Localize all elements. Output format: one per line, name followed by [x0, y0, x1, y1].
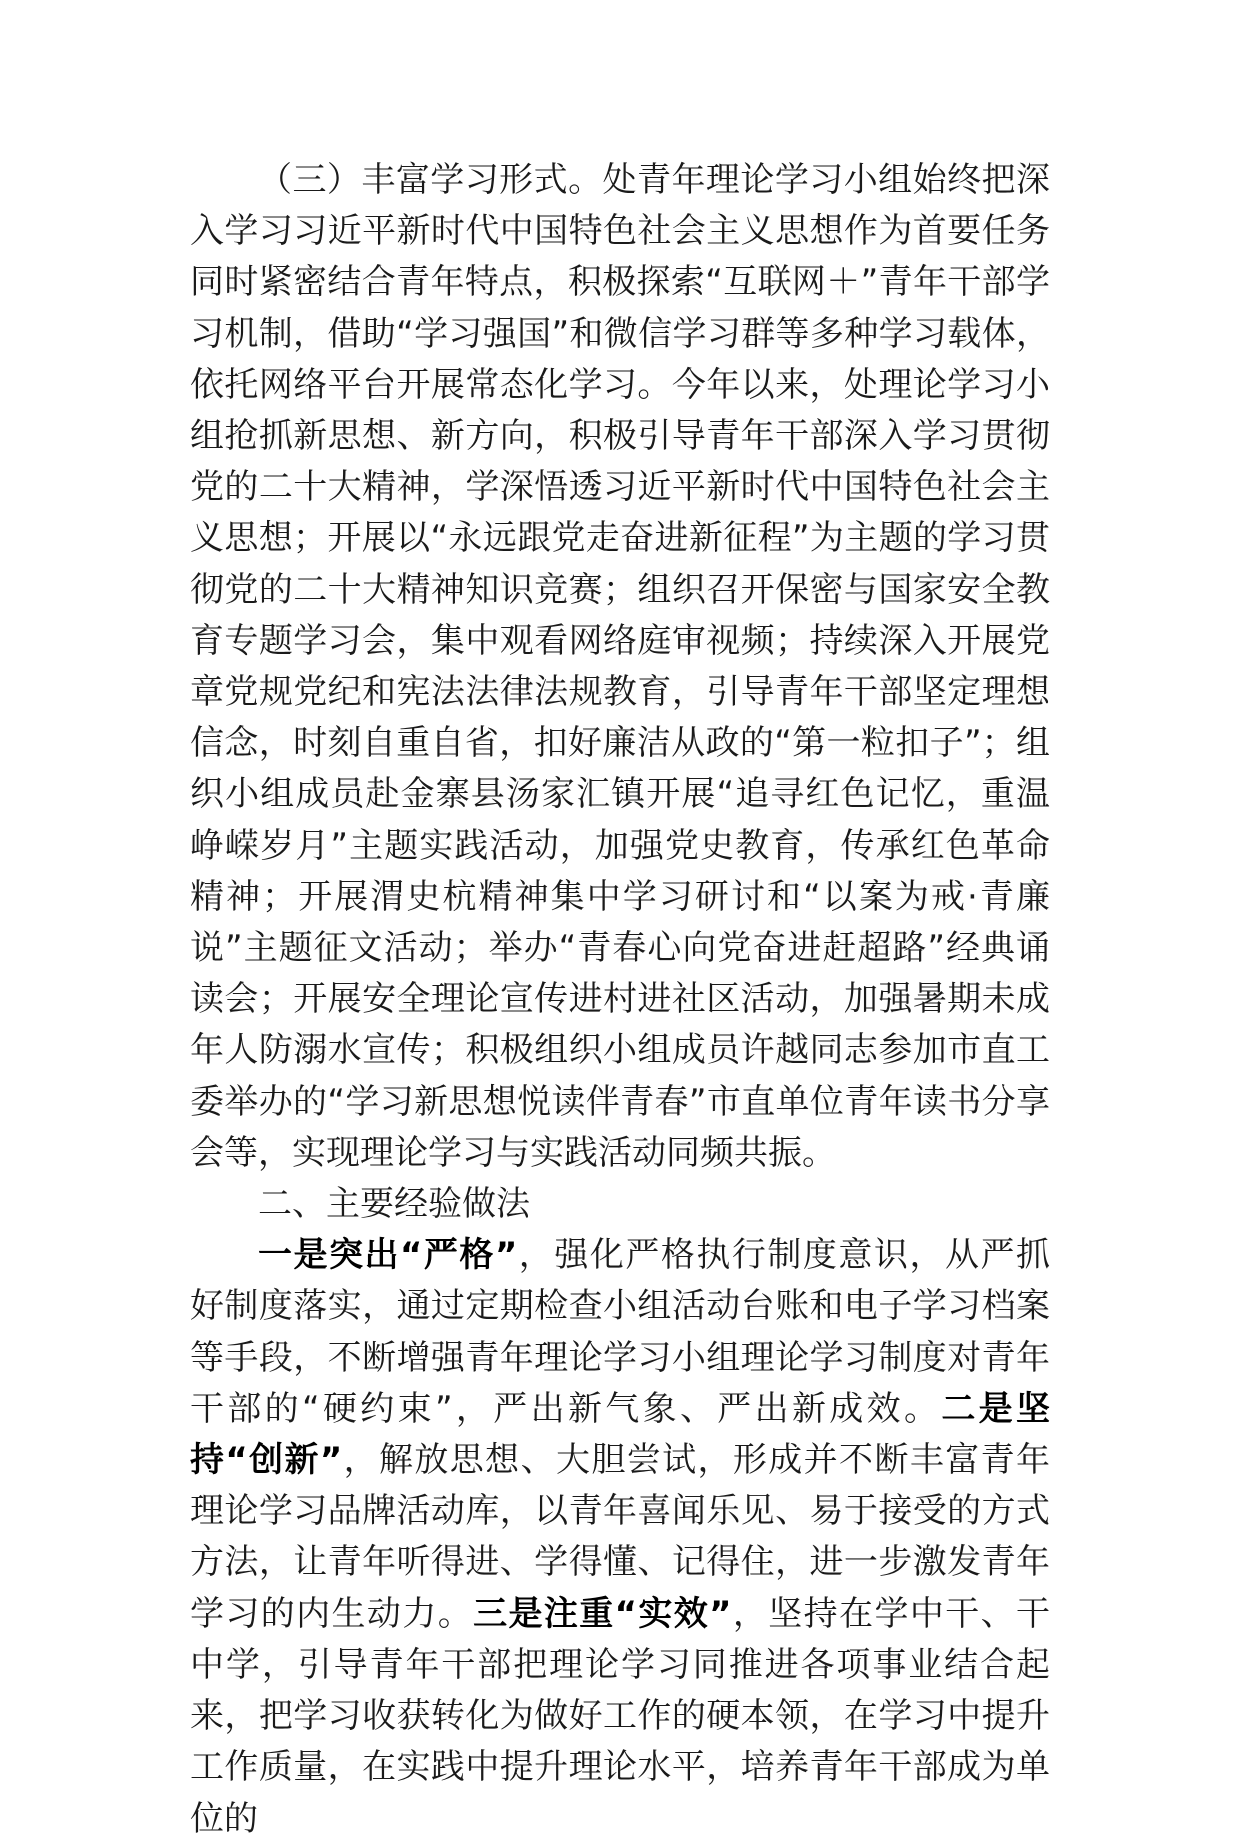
point-3-title: 三是注重“实效” [473, 1593, 732, 1634]
point-2-text: ，解放思想、大胆尝试，形成并不断丰富青年理论学习品牌活动库，以青年喜闻乐见、易于接受的方式方法，让青年听得进、学得懂、记得住，进一步激发青年学习的内生动力。 [190, 1440, 1050, 1634]
point-2-title: 二是坚持“创新” [190, 1388, 1051, 1481]
point-1-title: 一是突出“严格” [258, 1235, 518, 1276]
document-body [190, 155, 1050, 1845]
section-heading-main-experience: 二、主要经验做法 [258, 1184, 530, 1225]
paragraph-main-experience [190, 1230, 1050, 1844]
point-1-text: ，强化严格执行制度意识，从严抓好制度落实，通过定期检查小组活动台账和电子学习档案等手段，不断增强青年理论学习小组理论学习制度对青年干部的“硬约束”，严出新气象、严出新成效。 [190, 1235, 1050, 1429]
paragraph-rich-learning-forms: （三）丰富学习形式。处青年理论学习小组始终把深入学习习近平新时代中国特色社会主义思想作为首要任务同时紧密结合青年特点，积极探索“互联网＋”青年干部学习机制，借助“学习强国”和微信学习群等多种学习载体，依托网络平台开展常态化学习。今年以来，处理论学习小组抢抓新思想、新方向，积极引导青年干部深入学习贯彻党的二十大精神，学深悟透习近平新时代中国特色社会主义思想；开展以“永远跟党走奋进新征程”为主题的学习贯彻党的二十大精神知识竞赛；组织召开保密与国家安全教育专题学习会，集中观看网络庭审视频；持续深入开展党章党规党纪和宪法法律法规教育，引导青年干部坚定理想信念，时刻自重自省，扣好廉洁从政的“第一粒扣子”；组织小组成员赴金寨县汤家汇镇开展“追寻红色记忆，重温峥嵘岁月”主题实践活动，加强党史教育，传承红色革命精神；开展渭史杭精神集中学习研讨和“以案为戒·青廉说”主题征文活动；举办“青春心向党奋进赶超路”经典诵读会；开展安全理论宣传进村进社区活动，加强暑期未成年人防溺水宣传；积极组织小组成员许越同志参加市直工委举办的“学习新思想悦读伴青春”市直单位青年读书分享会等，实现理论学习与实践活动同频共振。 [190, 160, 1050, 1173]
point-3-text: ，坚持在学中干、干中学，引导青年干部把理论学习同推进各项事业结合起来，把学习收获转化为做好工作的硬本领，在学习中提升工作质量，在实践中提升理论水平，培养青年干部成为单位的 [190, 1593, 1051, 1839]
